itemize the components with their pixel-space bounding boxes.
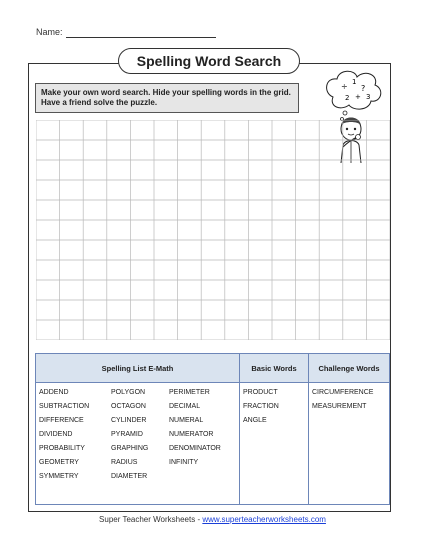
spelling-list-cell — [36, 383, 240, 505]
name-line[interactable] — [66, 37, 216, 38]
spelling-list-header: Spelling List E-Math — [36, 354, 240, 383]
list-item: DECIMAL — [169, 403, 201, 410]
list-item: SYMMETRY — [39, 473, 79, 480]
svg-text:1: 1 — [352, 78, 357, 86]
list-item: PRODUCT — [243, 389, 278, 396]
list-item: NUMERAL — [169, 417, 204, 424]
list-item: CYLINDER — [111, 417, 147, 424]
word-list-table — [35, 353, 390, 505]
challenge-words-header: Challenge Words — [309, 354, 390, 383]
list-item: CIRCUMFERENCE — [312, 389, 374, 396]
svg-text:2: 2 — [345, 94, 350, 102]
list-item: DIAMETER — [111, 473, 148, 480]
list-item: ANGLE — [243, 417, 267, 424]
list-item: GRAPHING — [111, 445, 149, 452]
basic-words-cell — [240, 383, 309, 505]
challenge-words-cell — [309, 383, 390, 505]
svg-text:÷: ÷ — [341, 82, 348, 91]
list-item: DIVIDEND — [39, 431, 73, 438]
footer-link[interactable]: www.superteacherworksheets.com — [202, 515, 326, 524]
instructions-box: Make your own word search. Hide your spelling words in the grid. Have a friend solve the puzzle. — [35, 83, 299, 113]
list-item: DENOMINATOR — [169, 445, 221, 452]
word-search-grid[interactable] — [36, 120, 390, 340]
name-label: Name: — [36, 27, 63, 37]
list-item: PYRAMID — [111, 431, 143, 438]
list-item: RADIUS — [111, 459, 138, 466]
svg-text:3: 3 — [366, 93, 371, 101]
svg-text:+: + — [355, 93, 361, 101]
svg-text:?: ? — [361, 84, 366, 93]
list-item: MEASUREMENT — [312, 403, 367, 410]
list-item: FRACTION — [243, 403, 279, 410]
basic-words-header: Basic Words — [240, 354, 309, 383]
list-item: PERIMETER — [169, 389, 210, 396]
list-item: INFINITY — [169, 459, 199, 466]
list-item: PROBABILITY — [39, 445, 85, 452]
list-item: SUBTRACTION — [39, 403, 90, 410]
list-item: POLYGON — [111, 389, 146, 396]
worksheet-title: Spelling Word Search — [118, 48, 300, 74]
list-item: GEOMETRY — [39, 459, 79, 466]
list-item: ADDEND — [39, 389, 69, 396]
footer-text: Super Teacher Worksheets - — [99, 515, 203, 524]
list-item: OCTAGON — [111, 403, 146, 410]
list-item: NUMERATOR — [169, 431, 214, 438]
footer — [0, 515, 425, 524]
list-item: DIFFERENCE — [39, 417, 84, 424]
